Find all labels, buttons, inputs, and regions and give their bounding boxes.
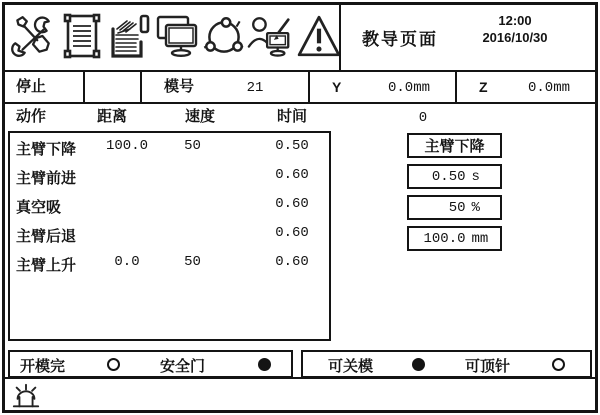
row-speed: 50 (184, 254, 201, 270)
row-action: 真空吸 (16, 199, 62, 216)
time-field[interactable] (407, 164, 502, 189)
sequence-row[interactable] (10, 191, 329, 220)
mold-number-label: 模号 (164, 78, 195, 95)
sequence-table (8, 131, 331, 341)
row-action: 主臂前进 (16, 170, 77, 187)
speed-value: 50 (448, 199, 466, 216)
status-row-bottom-line (4, 102, 596, 104)
step-counter: 0 (418, 110, 428, 126)
cycle-mode-icon-glyph (201, 12, 247, 60)
teach-icon-glyph (246, 12, 294, 60)
row-time: 0.60 (275, 196, 309, 212)
row-time: 0.60 (275, 167, 309, 183)
machine-mode-label: 停止 (16, 78, 47, 95)
footer-divider-line (4, 377, 596, 379)
row-time: 0.50 (275, 138, 309, 154)
signal-beacon-icon-glyph (11, 382, 41, 410)
speed-field[interactable] (407, 195, 502, 220)
io-led-can-close-mold (412, 358, 425, 371)
status-cell-divider-1 (83, 70, 85, 104)
clock-time: 12:00 (498, 13, 532, 28)
teach-icon[interactable] (246, 11, 294, 61)
row-action: 主臂上升 (16, 257, 77, 274)
monitor-settings-icon[interactable] (152, 11, 200, 61)
speed-unit: % (471, 199, 480, 216)
header-action: 动作 (16, 108, 47, 125)
z-axis-value: 0.0mm (527, 80, 570, 96)
alarm-icon[interactable] (295, 11, 343, 61)
row-action: 主臂下降 (16, 141, 77, 158)
record-edit-icon-glyph (104, 11, 152, 61)
y-axis-value: 0.0mm (387, 80, 430, 96)
io-status-box-right (301, 350, 592, 378)
io-led-open-mold-done (107, 358, 120, 371)
row-distance: 0.0 (114, 254, 140, 270)
io-status-box-left (8, 350, 293, 378)
status-row-top-line (4, 70, 596, 72)
clock (463, 12, 567, 46)
io-label-can-close-mold: 可关模 (328, 358, 374, 375)
row-time: 0.60 (275, 225, 309, 241)
io-label-open-mold-done: 开模完 (20, 358, 66, 375)
time-unit: s (471, 168, 480, 185)
tools-icon-glyph (9, 13, 55, 59)
io-label-safety-door: 安全门 (160, 358, 206, 375)
header-speed: 速度 (185, 108, 216, 125)
distance-field[interactable] (407, 226, 502, 251)
distance-unit: mm (471, 230, 489, 247)
row-action: 主臂后退 (16, 228, 77, 245)
status-cell-divider-3 (308, 70, 310, 104)
sequence-row[interactable] (10, 220, 329, 249)
selected-action-button[interactable] (407, 133, 502, 158)
record-edit-icon[interactable] (104, 11, 152, 61)
time-value: 0.50 (431, 168, 466, 185)
clock-date: 2016/10/30 (482, 30, 548, 45)
sequence-row[interactable] (10, 133, 329, 162)
signal-beacon-icon (11, 382, 41, 410)
status-cell-divider-4 (455, 70, 457, 104)
io-label-can-eject: 可顶针 (465, 358, 511, 375)
recipe-list-icon-glyph (60, 11, 104, 61)
recipe-list-icon[interactable] (58, 11, 106, 61)
sequence-row[interactable] (10, 162, 329, 191)
row-time: 0.60 (275, 254, 309, 270)
header-time: 时间 (277, 108, 308, 125)
header-distance: 距离 (97, 108, 128, 125)
io-led-safety-door (258, 358, 271, 371)
alarm-icon-glyph (296, 13, 342, 59)
row-distance: 100.0 (105, 138, 148, 154)
tools-icon[interactable] (8, 11, 56, 61)
y-axis-label: Y (332, 79, 342, 95)
distance-value: 100.0 (423, 230, 466, 247)
row-speed: 50 (184, 138, 201, 154)
cycle-mode-icon[interactable] (200, 11, 248, 61)
status-cell-divider-2 (140, 70, 142, 104)
monitor-settings-icon-glyph (152, 12, 200, 60)
z-axis-label: Z (479, 79, 488, 95)
page-title: 教导页面 (362, 30, 438, 49)
sequence-row[interactable] (10, 249, 329, 278)
mold-number-value: 21 (246, 80, 264, 96)
selected-action-label: 主臂下降 (424, 138, 485, 155)
topbar-divider (339, 5, 341, 70)
io-led-can-eject (552, 358, 565, 371)
